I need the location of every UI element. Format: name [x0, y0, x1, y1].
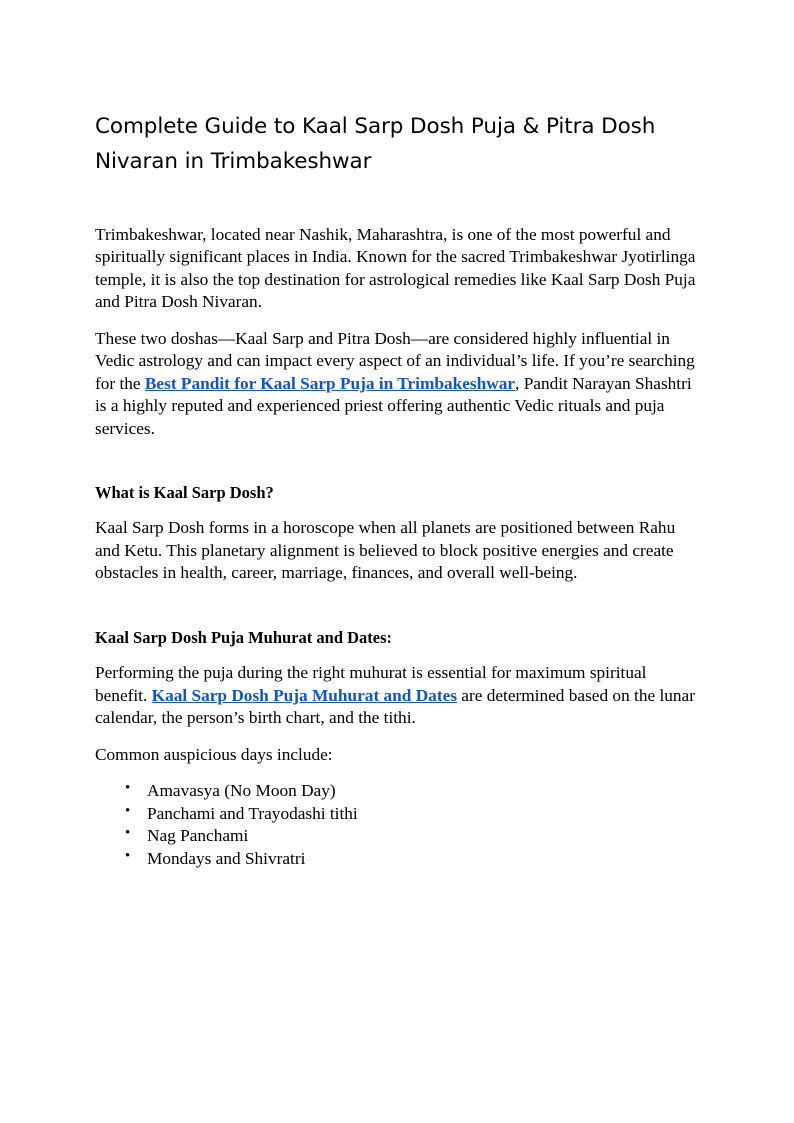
paragraph-muhurat-text-after: are determined based on the lunar calendar, the person’s birth chart, and the tithi. — [95, 685, 695, 728]
paragraph-muhurat-text-before: Performing the puja during the right muhurat is essential for maximum spiritual benefit. — [95, 663, 647, 705]
list-auspicious-days — [95, 780, 699, 870]
list-item: • Nag Panchami — [147, 825, 699, 847]
title-spacer — [95, 180, 699, 224]
list-item: • Mondays and Shivratri — [147, 848, 699, 870]
paragraph-common-days-intro: Common auspicious days include: — [95, 744, 333, 764]
link-best-pandit-kaal-sarp-puja[interactable]: Best Pandit for Kaal Sarp Puja in Trimbakeshwar — [144, 373, 516, 393]
heading-muhurat-and-dates: Kaal Sarp Dosh Puja Muhurat and Dates: — [95, 627, 393, 647]
document-content — [95, 110, 699, 870]
paragraph-muhurat — [95, 662, 699, 729]
section-gap-1 — [95, 454, 699, 482]
list-item: • Panchami and Trayodashi tithi — [147, 803, 699, 825]
page-title: Complete Guide to Kaal Sarp Dosh Puja & Pitra Dosh Nivaran in Trimbakeshwar — [95, 114, 656, 174]
paragraph-intro: Trimbakeshwar, located near Nashik, Maharashtra, is one of the most powerful and spiritually significant places in India. Known for the sacred Trimbakeshwar Jyotirlinga temple, it is also the top destination for astrological remedies like Kaal Sarp Dosh Puja and Pitra Dosh Nivaran. — [95, 224, 696, 312]
heading-what-is-kaal-sarp-dosh: What is Kaal Sarp Dosh? — [95, 483, 274, 503]
section-gap-2 — [95, 599, 699, 627]
list-item: • Amavasya (No Moon Day) — [147, 780, 699, 802]
link-kaal-sarp-dosh-puja-muhurat-dates[interactable]: Kaal Sarp Dosh Puja Muhurat and Dates — [151, 685, 457, 705]
paragraph-what-is-kaal-sarp-dosh: Kaal Sarp Dosh forms in a horoscope when all planets are positioned between Rahu and Ketu. This planetary alignment is believed to block positive energies and create obstacles in health, career, marriage, finances, and overall well-being. — [95, 518, 676, 583]
paragraph-doshas-text-after: , Pandit Narayan Shashtri is a highly reputed and experienced priest offering authentic Vedic rituals and puja services. — [95, 373, 692, 438]
paragraph-doshas — [95, 328, 699, 440]
paragraph-doshas-text-before: These two doshas—Kaal Sarp and Pitra Dosh—are considered highly influential in Vedic astrology and can impact every aspect of an individual’s life. If you’re searching for the — [95, 328, 695, 393]
